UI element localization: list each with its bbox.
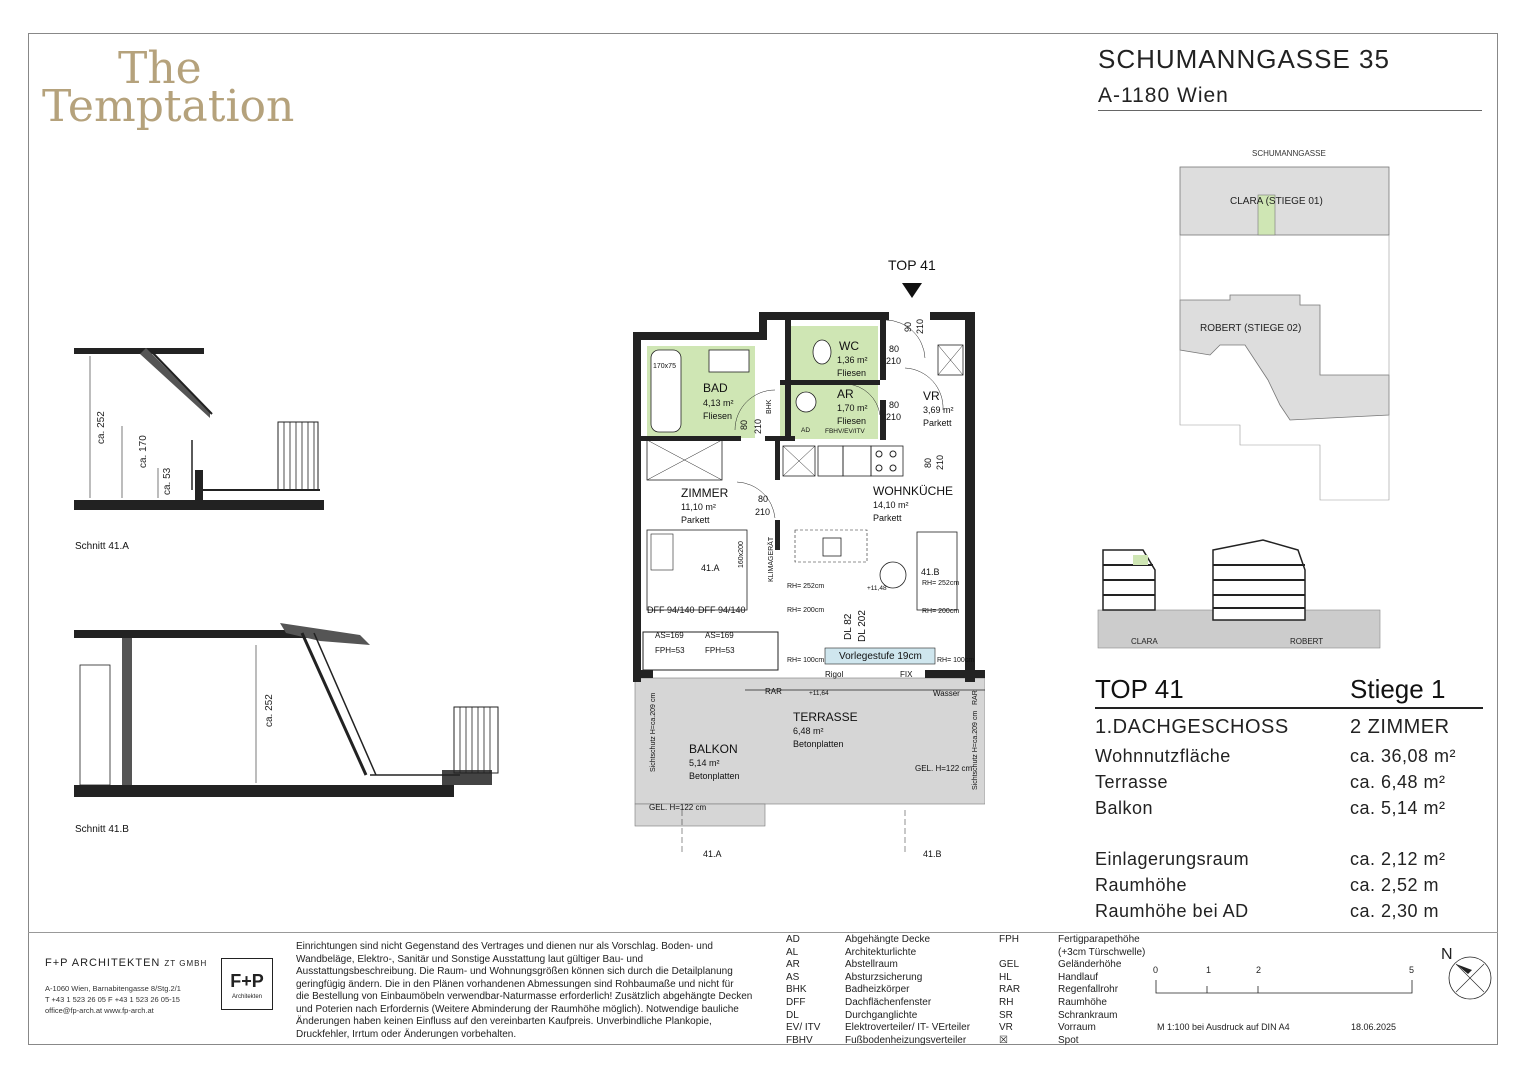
door-width: 80 <box>739 419 749 430</box>
room-ar-floor: Fliesen <box>837 416 867 426</box>
room-ar-area: 1,70 m² <box>837 403 868 413</box>
legend-abbrev: DL <box>786 1009 799 1021</box>
footer-divider <box>28 932 1498 933</box>
fact-label: Balkon <box>1095 798 1154 818</box>
sichtschutz-label: Sichtschutz H=ca.209 cm <box>650 692 657 772</box>
room-zimmer-area: 11,10 m² <box>681 502 716 512</box>
door-width: 90 <box>903 321 913 332</box>
rh-label: RH= 252cm <box>922 580 960 587</box>
legend-desc: Absturzsicherung <box>845 971 923 983</box>
firm-address: A-1060 Wien, Barnabitengasse 8/Stg.2/1 <box>45 984 181 993</box>
legend-abbrev: FBHV <box>786 1034 813 1046</box>
door-height: 210 <box>886 356 902 366</box>
room-wohnkueche-floor: Parkett <box>873 513 902 523</box>
cut-b-label: 41.B <box>923 849 942 859</box>
north-label: N <box>1441 946 1453 963</box>
disclaimer-line: geringfügig ändern. Die in den Plänen vorhandenen Abmessungen sind Rohbaumaße und nicht für <box>296 978 734 990</box>
legend-desc-col <box>1058 934 1145 1047</box>
floor-plan <box>625 250 985 870</box>
fph-label: FPH=53 <box>705 646 735 655</box>
room-wc-floor: Fliesen <box>837 368 867 378</box>
room-ar-name: AR <box>837 387 854 401</box>
room-terrasse-name: TERRASSE <box>793 710 858 724</box>
site-plan <box>1170 145 1400 505</box>
fact-value: ca. 6,48 m² <box>1350 772 1446 792</box>
north-arrow-icon <box>1438 940 1496 1006</box>
vorlege-label: Vorlegestufe 19cm <box>839 651 922 662</box>
sichtschutz-label: Sichtschutz H=ca.209 cm <box>972 710 979 790</box>
room-wc-name: WC <box>839 339 859 353</box>
room-balkon-name: BALKON <box>689 742 738 756</box>
legend-desc: Architekturlichte <box>845 946 917 958</box>
section-41b <box>70 615 510 805</box>
dl-label: DL 202 <box>857 610 868 642</box>
legend-abbrev: BHK <box>786 984 807 996</box>
level-label: +11,64 <box>809 690 829 697</box>
room-balkon-area: 5,14 m² <box>689 758 720 768</box>
rh-label: RH= 200cm <box>787 607 825 614</box>
legend-desc-col <box>845 934 970 1047</box>
room-wc-area: 1,36 m² <box>837 355 868 365</box>
disclaimer <box>296 941 781 1041</box>
scale-note: M 1:100 bei Ausdruck auf DIN A4 <box>1157 1022 1290 1032</box>
divider <box>1098 110 1482 111</box>
rar-label: RAR <box>765 687 782 696</box>
disclaimer-line: Ausstattungsbeschreibung. Die Raum- und Wohnungsgrößen können sich durch die Detailplanung <box>296 966 733 977</box>
legend-abbrev <box>999 947 1020 960</box>
section-a-dim: ca. 170 <box>138 435 149 468</box>
legend-abbrev: FPH <box>999 934 1019 945</box>
rh-label: RH= 100cm <box>787 657 825 664</box>
legend-abbrev: VR <box>999 1022 1013 1034</box>
rigol-label: Rigol <box>825 670 844 679</box>
firm-suffix: ZT GMBH <box>164 959 208 968</box>
fact-value: ca. 2,30 m <box>1350 901 1440 921</box>
fact-value: ca. 36,08 m² <box>1350 746 1457 766</box>
firm-name <box>45 957 207 969</box>
door-width: 80 <box>889 400 900 410</box>
site-street-label: SCHUMANNGASSE <box>1252 149 1326 158</box>
legend-abbrev: GEL <box>999 959 1020 971</box>
fact-label: Einlagerungsraum <box>1095 849 1250 869</box>
door-height: 210 <box>755 507 771 517</box>
section-a-dim: ca. 53 <box>162 467 173 495</box>
divider <box>1095 707 1483 709</box>
section-b-label: Schnitt 41.B <box>75 824 129 835</box>
firm-logo-sub: Architekten <box>231 994 262 1000</box>
rar-label: RAR <box>972 690 979 705</box>
tub-label: 170x75 <box>653 363 676 370</box>
logo-line2: Temptation <box>42 81 295 132</box>
disclaimer-line: Änderungen haben keinen Einfluss auf den vereinbarten Kaufpreis. Unverbindliche Plankopie, <box>296 1016 712 1027</box>
firm-logo <box>221 958 273 1010</box>
room-wohnkueche-area: 14,10 m² <box>873 500 909 510</box>
legend-abbrev: AD <box>786 934 800 945</box>
dff-label: DFF 94/140 <box>698 605 746 615</box>
section-41a <box>70 340 330 520</box>
firm-logo-mark: F+P <box>230 971 264 991</box>
disclaimer-line: und Poterien nach Erfordernis (Weitere Abminderung der Raumhöhe möglich). Notwendige bauliche <box>296 1003 739 1015</box>
room-terrasse-floor: Betonplatten <box>793 739 844 749</box>
legend-desc: Raumhöhe <box>1058 996 1107 1008</box>
door-width: 80 <box>923 457 933 468</box>
cut-a-label: 41.A <box>703 849 722 859</box>
section-label-clara: CLARA <box>1131 637 1158 646</box>
unit-stair: Stiege 1 <box>1350 674 1446 704</box>
bed-label: 160x200 <box>738 541 745 568</box>
legend-desc: Fußbodenheizungsverteiler <box>845 1034 967 1046</box>
section-b-dim: ca. 252 <box>264 694 275 727</box>
ad-label: AD <box>801 427 811 434</box>
scale-tick-label: 0 <box>1153 965 1159 975</box>
bhk-label: BHK <box>766 399 773 414</box>
legend-desc: Vorraum <box>1058 1022 1096 1034</box>
legend-abbrev: DFF <box>786 996 806 1008</box>
legend-desc: (+3cm Türschwelle) <box>1058 946 1146 958</box>
legend-desc: Elektroverteiler/ IT- VErteiler <box>845 1022 971 1034</box>
door-height: 210 <box>935 454 945 470</box>
room-zimmer-name: ZIMMER <box>681 486 729 500</box>
firm-phone: T +43 1 523 26 05 F +43 1 523 26 05-15 <box>45 995 180 1004</box>
scale-tick-label: 1 <box>1206 965 1212 975</box>
unit-rooms: 2 ZIMMER <box>1350 716 1450 738</box>
klima-label: KLIMAGERÄT <box>768 536 775 582</box>
section-a-label: Schnitt 41.A <box>75 541 129 552</box>
room-bad-floor: Fliesen <box>703 411 733 421</box>
door-height: 210 <box>915 318 925 334</box>
gel-label: GEL. H=122 cm <box>915 764 973 773</box>
fact-value: ca. 5,14 m² <box>1350 798 1446 818</box>
fact-value: ca. 2,12 m² <box>1350 849 1446 869</box>
door-width: 80 <box>889 344 900 354</box>
legend-desc: Dachflächenfenster <box>845 996 932 1008</box>
legend-desc: Spot <box>1058 1034 1079 1046</box>
fact-label: Wohnnutzfläche <box>1095 746 1231 766</box>
legend-desc: Handlauf <box>1058 971 1099 983</box>
scale-bar <box>1150 960 1420 1000</box>
fbhv-label: FBHV/EV/ITV <box>825 428 865 435</box>
fact-label: Raumhöhe bei AD <box>1095 901 1249 921</box>
legend-desc: Geländerhöhe <box>1058 959 1122 971</box>
gel-label: GEL. H=122 cm <box>649 803 707 812</box>
dl-label: DL 82 <box>843 613 854 640</box>
fact-label: Raumhöhe <box>1095 875 1188 895</box>
plan-date: 18.06.2025 <box>1351 1022 1397 1032</box>
legend-abbrev: EV/ ITV <box>786 1022 821 1034</box>
entry-arrow-icon <box>902 283 922 298</box>
as-label: AS=169 <box>655 631 684 640</box>
firm-name-text: F+P ARCHITEKTEN <box>45 957 161 969</box>
section-label-robert: ROBERT <box>1290 637 1324 646</box>
level-label: +11,48 <box>867 585 887 592</box>
legend-desc: Abgehängte Decke <box>845 934 931 945</box>
logo-line1: The <box>118 43 202 94</box>
room-balkon-floor: Betonplatten <box>689 771 740 781</box>
legend-abbrev-col <box>786 934 820 1047</box>
rh-label: RH= 252cm <box>787 583 825 590</box>
legend-desc: Fertigparapethöhe <box>1058 934 1140 945</box>
disclaimer-line: die Bestellung von Einbaumöbeln verwendbar-Naturmasse erforderlich! Zusätzlich abgehängte Decken <box>296 991 753 1002</box>
building-section-thumb <box>1093 520 1385 650</box>
address-city: A-1180 Wien <box>1098 84 1229 107</box>
section-a-dim: ca. 252 <box>96 411 107 444</box>
spot-icon: ☒ <box>999 1034 1008 1046</box>
legend-abbrev-col <box>999 934 1020 1047</box>
rh-label: RH= 100cm <box>937 657 975 664</box>
top-marker-label: TOP 41 <box>888 257 936 273</box>
section-a-marker: 41.A <box>701 563 720 573</box>
legend-desc: Schrankraum <box>1058 1009 1118 1021</box>
legend-abbrev: HL <box>999 971 1012 983</box>
fix-label: FIX <box>900 670 913 679</box>
rh-label: RH= 200cm <box>922 608 960 615</box>
disclaimer-line: Druckfehler, Irrtum oder Änderungen vorbehalten. <box>296 1028 517 1040</box>
door-height: 210 <box>753 418 763 434</box>
disclaimer-line: Einrichtungen sind nicht Gegenstand des Vertrages und dienen nur als Vorschlag. Boden- und <box>296 941 713 952</box>
room-wohnkueche-name: WOHNKÜCHE <box>873 484 953 498</box>
dff-label: DFF 94/140 <box>647 605 695 615</box>
firm-web: office@fp-arch.at www.fp-arch.at <box>45 1006 154 1015</box>
room-vr-name: VR <box>923 389 940 403</box>
wasser-label: Wasser <box>933 689 960 698</box>
site-building-1: CLARA (STIEGE 01) <box>1230 196 1323 207</box>
scale-tick-label: 5 <box>1409 965 1415 975</box>
room-terrasse-area: 6,48 m² <box>793 726 824 736</box>
legend-desc: Regenfallrohr <box>1058 984 1119 996</box>
room-bad-name: BAD <box>703 381 728 395</box>
legend-abbrev: RH <box>999 996 1014 1008</box>
legend-abbrev: AS <box>786 971 800 983</box>
legend-desc: Durchganglichte <box>845 1009 918 1021</box>
room-vr-area: 3,69 m² <box>923 405 954 415</box>
address-street: SCHUMANNGASSE 35 <box>1098 44 1390 74</box>
legend-abbrev: AR <box>786 959 800 971</box>
unit-floor: 1.DACHGESCHOSS <box>1095 716 1289 738</box>
legend-desc: Abstellraum <box>845 959 898 971</box>
site-building-2: ROBERT (STIEGE 02) <box>1200 323 1302 334</box>
firm-contact <box>45 983 181 1016</box>
scale-tick-label: 2 <box>1256 965 1262 975</box>
as-label: AS=169 <box>705 631 734 640</box>
unit-title: TOP 41 <box>1095 674 1184 704</box>
fact-label: Terrasse <box>1095 772 1169 792</box>
section-b-marker: 41.B <box>921 567 940 577</box>
door-height: 210 <box>886 412 902 422</box>
legend-desc: Badheizkörper <box>845 984 910 996</box>
legend-abbrev: RAR <box>999 984 1021 996</box>
door-width: 80 <box>758 494 769 504</box>
fact-value: ca. 2,52 m <box>1350 875 1440 895</box>
legend-abbrev: SR <box>999 1009 1013 1021</box>
room-zimmer-floor: Parkett <box>681 515 710 525</box>
room-vr-floor: Parkett <box>923 418 952 428</box>
legend-abbrev: AL <box>786 946 799 958</box>
fph-label: FPH=53 <box>655 646 685 655</box>
room-bad-area: 4,13 m² <box>703 398 734 408</box>
disclaimer-line: Wandbeläge, Elektro-, Sanitär und Sonstige Ausstattung laut gültiger Bau- und <box>296 953 644 965</box>
